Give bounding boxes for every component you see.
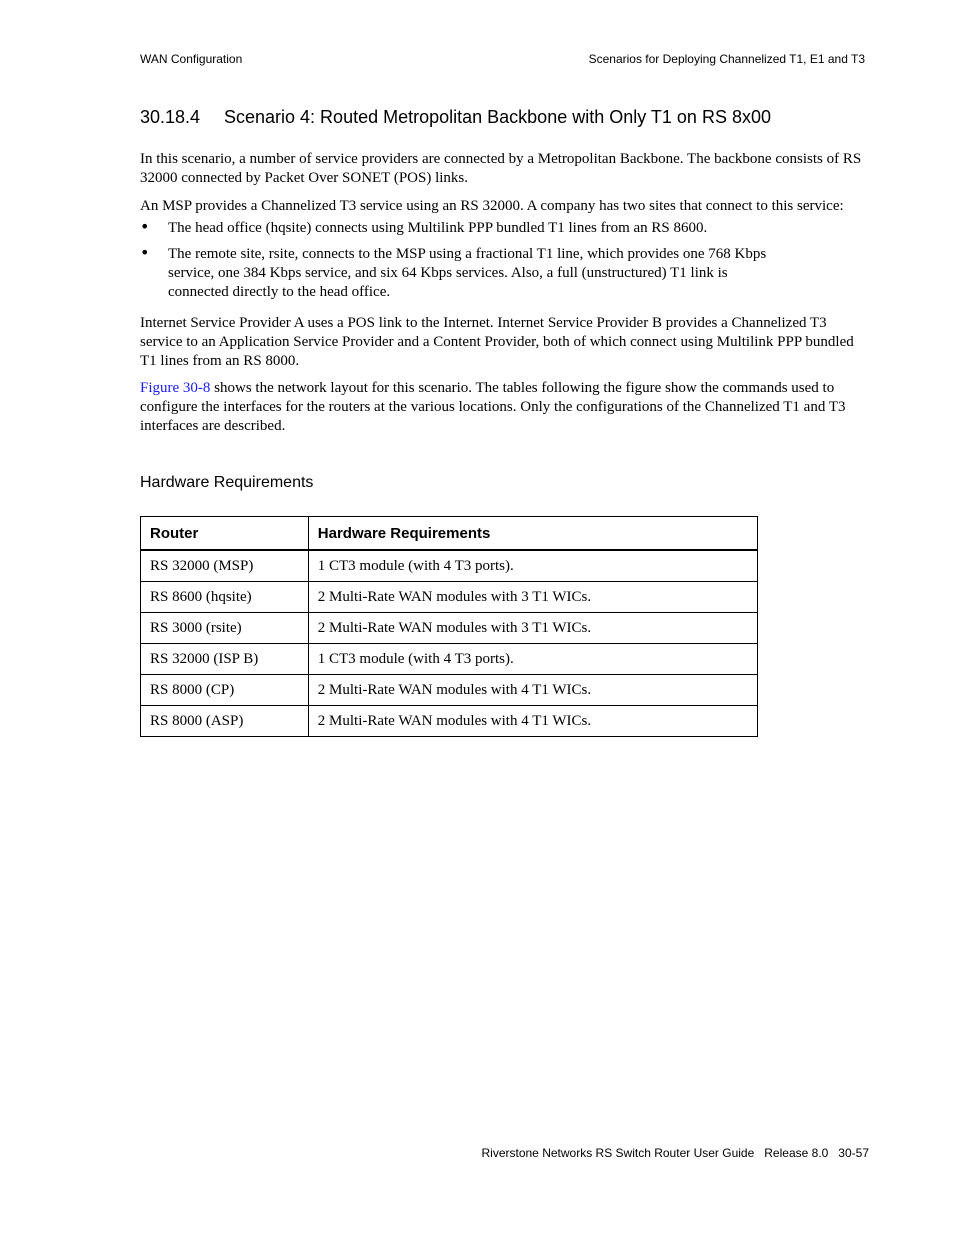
column-header-router: Router <box>141 517 309 551</box>
table-row <box>141 613 758 644</box>
cell-hardware: 2 Multi-Rate WAN modules with 3 T1 WICs. <box>308 613 757 644</box>
cell-router: RS 3000 (rsite) <box>141 613 309 644</box>
section-number: 30.18.4 <box>140 107 201 127</box>
list-item-text: The head office (hqsite) connects using Multilink PPP bundled T1 lines from an RS 8600. <box>168 220 708 236</box>
section-title: Scenario 4: Routed Metropolitan Backbone with Only T1 on RS 8x00 <box>224 107 771 127</box>
cell-router: RS 8000 (CP) <box>141 675 309 706</box>
bullet-icon: • <box>140 217 150 236</box>
header-section-title: Scenarios for Deploying Channelized T1, E1 and T3 <box>588 52 865 66</box>
list-item <box>140 219 870 238</box>
list-item-text: The remote site, rsite, connects to the MSP using a fractional T1 line, which provides one 768 Kbps service, one 384 Kbps service, and six 64 Kbps services. Also, a full (unstructured) T1 link is connected directly to the head office. <box>168 246 767 300</box>
hardware-requirements-table <box>140 516 758 737</box>
paragraph-intro: In this scenario, a number of service providers are connected by a Metropolitan Backbone. The backbone consists of RS 32000 connected by Packet Over SONET (POS) links. <box>140 151 862 186</box>
running-footer: Riverstone Networks RS Switch Router User Guide Release 8.0 30-57 <box>481 1146 869 1160</box>
site-list <box>140 219 870 309</box>
bullet-icon: • <box>140 243 150 262</box>
paragraph-msp: An MSP provides a Channelized T3 service using an RS 32000. A company has two sites that connect to this service: <box>140 198 844 214</box>
cell-router: RS 8600 (hqsite) <box>141 582 309 613</box>
paragraph-figure-ref-text: shows the network layout for this scenario. The tables following the figure show the commands used to configure the interfaces for the routers at the various locations. Only the configurations of the Channelized T1 and T3 interfaces are described. <box>140 380 846 434</box>
table-row <box>141 644 758 675</box>
list-item <box>140 245 870 302</box>
paragraph-figure-ref <box>140 379 870 436</box>
cell-router: RS 8000 (ASP) <box>141 706 309 737</box>
table-row <box>141 550 758 582</box>
cell-hardware: 2 Multi-Rate WAN modules with 4 T1 WICs. <box>308 675 757 706</box>
running-header <box>140 52 865 68</box>
table-row <box>141 706 758 737</box>
cell-hardware: 2 Multi-Rate WAN modules with 3 T1 WICs. <box>308 582 757 613</box>
header-chapter-title: WAN Configuration <box>140 52 243 66</box>
table-row <box>141 582 758 613</box>
cell-hardware: 1 CT3 module (with 4 T3 ports). <box>308 644 757 675</box>
section-heading <box>140 107 865 128</box>
cell-hardware: 2 Multi-Rate WAN modules with 4 T1 WICs. <box>308 706 757 737</box>
hardware-requirements-heading: Hardware Requirements <box>140 474 314 491</box>
table-header-row <box>141 517 758 551</box>
figure-link[interactable]: Figure 30-8 <box>140 380 211 396</box>
cell-hardware: 1 CT3 module (with 4 T3 ports). <box>308 550 757 582</box>
cell-router: RS 32000 (MSP) <box>141 550 309 582</box>
column-header-hardware: Hardware Requirements <box>308 517 757 551</box>
paragraph-isp: Internet Service Provider A uses a POS link to the Internet. Internet Service Provider B provides a Channelized T3 service to an Application Service Provider and a Content Provider, both of which connect using Multilink PPP bundled T1 lines from an RS 8000. <box>140 315 854 369</box>
table-row <box>141 675 758 706</box>
cell-router: RS 32000 (ISP B) <box>141 644 309 675</box>
